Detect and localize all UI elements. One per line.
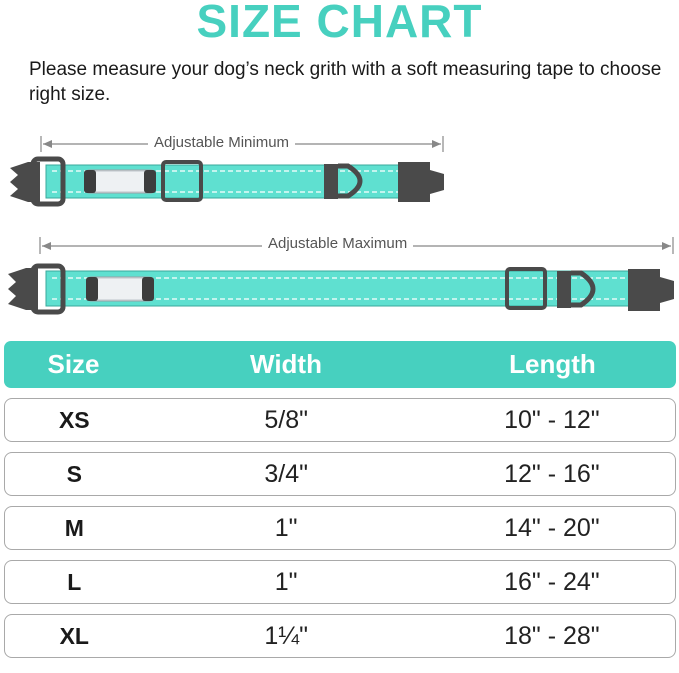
collar-maximum-illustration (0, 232, 679, 318)
width-cell: 5/8" (264, 405, 308, 434)
collar-minimum-illustration (0, 128, 679, 208)
collar-minimum-drawing (0, 128, 679, 208)
size-table (4, 341, 676, 658)
size-cell: M (64, 514, 84, 541)
table-row (4, 614, 676, 658)
header-length: Length (509, 349, 596, 379)
table-row (4, 506, 676, 550)
size-cell: XS (58, 406, 90, 433)
size-cell: S (66, 460, 82, 487)
length-cell: 16" - 24" (504, 567, 600, 596)
size-cell: XL (59, 622, 89, 649)
page-title: SIZE CHART (196, 0, 483, 47)
table-row (4, 452, 676, 496)
length-cell: 12" - 16" (504, 459, 600, 488)
length-cell: 18" - 28" (504, 621, 600, 650)
size-table-header (4, 341, 676, 388)
size-cell: L (67, 568, 82, 595)
width-cell: 1¼" (264, 621, 308, 650)
table-row (4, 398, 676, 442)
header-width: Width (250, 349, 322, 379)
adjustable-maximum-label: Adjustable Maximum (262, 235, 413, 252)
width-cell: 1" (274, 567, 298, 596)
length-cell: 10" - 12" (504, 405, 600, 434)
width-cell: 3/4" (264, 459, 308, 488)
table-row (4, 560, 676, 604)
header-size: Size (47, 349, 100, 379)
width-cell: 1" (274, 513, 298, 542)
adjustable-minimum-label: Adjustable Minimum (148, 134, 295, 151)
measure-instructions: Please measure your dog’s neck grith with a soft measuring tape to choose right size. (29, 59, 662, 105)
length-cell: 14" - 20" (504, 513, 600, 542)
